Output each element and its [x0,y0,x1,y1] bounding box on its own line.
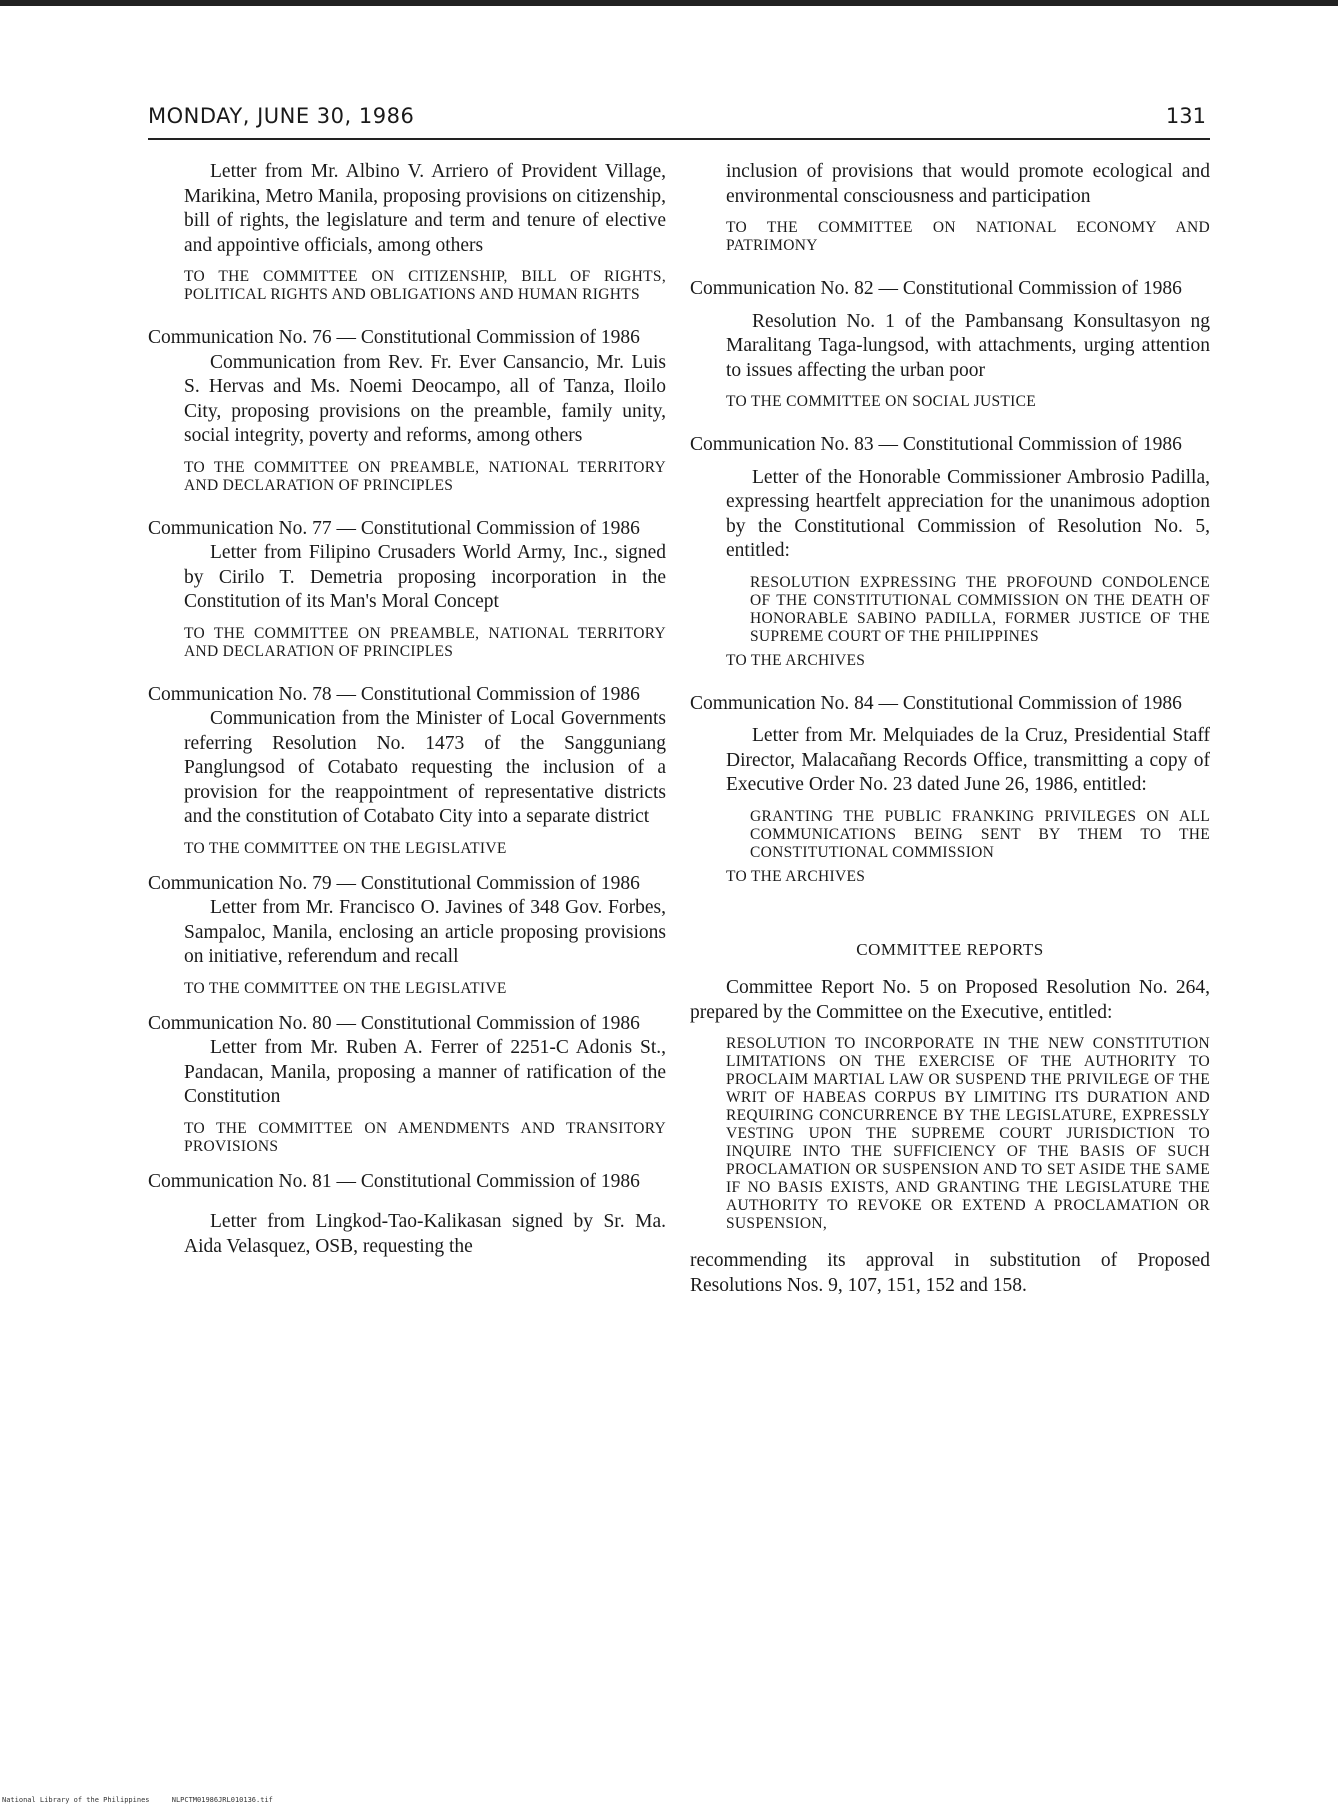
communication-heading: Communication No. 80 — Constitutional Commission of 1986 [148,1012,640,1034]
intro-referral: TO THE COMMITTEE ON CITIZENSHIP, BILL OF RIGHTS, POLITICAL RIGHTS AND OBLIGATIONS AND HUMAN RIGHTS [184,268,666,303]
communication-referral: TO THE COMMITTEE ON SOCIAL JUSTICE [726,393,1037,410]
communication-body: Communication from Rev. Fr. Ever Cansancio, Mr. Luis S. Hervas and Ms. Noemi Deocampo, all of Tanza, Iloilo City, proposing provisions on the preamble, family unity, social integrity, poverty and reforms, among others [184,351,666,446]
page-number: 131 [1165,104,1206,128]
communication-heading: Communication No. 76 — Constitutional Commission of 1986 [148,327,640,348]
intro-letter: Letter from Mr. Albino V. Arriero of Provident Village, Marikina, Metro Manila, proposing provisions on citizenship, bill of rights, the legislature and term and tenure of elective and appointive officials, among others [184,161,666,256]
communication-referral: TO THE COMMITTEE ON AMENDMENTS AND TRANSITORY PROVISIONS [184,1119,666,1155]
executive-order-quote: GRANTING THE PUBLIC FRANKING PRIVILEGES ON ALL COMMUNICATIONS BEING SENT BY THEM TO THE CONSTITUTIONAL COMMISSION [750,807,1210,861]
communication-body: Letter of the Honorable Commissioner Ambrosio Padilla, expressing heartfelt appreciation for the unanimous adoption by the Constitutional Commission of Resolution No. 5, entitled: [726,466,1210,561]
continuation-referral: TO THE COMMITTEE ON NATIONAL ECONOMY AND PATRIMONY [726,219,1210,254]
communication-body: Letter from Mr. Francisco O. Javines of 348 Gov. Forbes, Sampaloc, Manila, enclosing an article proposing provisions on initiative, referendum and recall [184,897,666,967]
scan-footer [2,1796,291,1804]
communication-referral: TO THE COMMITTEE ON PREAMBLE, NATIONAL TERRITORY AND DECLARATION OF PRINCIPLES [184,624,666,660]
committee-reports-title: COMMITTEE REPORTS [856,939,1044,959]
footer-file: NLPCTM01986JRL010136.tif [171,1796,273,1804]
communication-heading: Communication No. 77 — Constitutional Commission of 1986 [148,517,640,539]
communication-referral: TO THE COMMITTEE ON PREAMBLE, NATIONAL TERRITORY AND DECLARATION OF PRINCIPLES [184,458,666,494]
top-border [0,0,1338,6]
communication-referral: TO THE COMMITTEE ON THE LEGISLATIVE [184,979,507,997]
left-column [148,160,666,1259]
communication-heading: Communication No. 83 — Constitutional Commission of 1986 [690,434,1182,455]
committee-report-intro: Committee Report No. 5 on Proposed Resolution No. 264, prepared by the Committee on the Executive, entitled: [690,977,1210,1023]
footer-library: National Library of the Philippines [2,1796,150,1804]
communication-heading: Communication No. 79 — Constitutional Commission of 1986 [148,872,640,894]
resolution-quote: RESOLUTION EXPRESSING THE PROFOUND CONDOLENCE OF THE CONSTITUTIONAL COMMISSION ON THE DEATH OF HONORABLE SABINO PADILLA, FORMER JUSTICE OF THE SUPREME COURT OF THE PHILIPPINES [750,573,1210,645]
page-header [148,104,1210,140]
committee-report-closing: recommending its approval in substitution of Proposed Resolutions Nos. 9, 107, 151, 152 and 158. [690,1250,1210,1296]
communication-heading: Communication No. 84 — Constitutional Commission of 1986 [690,692,1182,714]
committee-report-quote: RESOLUTION TO INCORPORATE IN THE NEW CONSTITUTION LIMITATIONS ON THE EXERCISE OF THE AUTHORITY TO PROCLAIM MARTIAL LAW OR SUSPEND THE PRIVILEGE OF THE WRIT OF HABEAS CORPUS BY LIMITING ITS DURATION AND REQUIRING CONCURRENCE BY THE LEGISLATURE, EXPRESSLY VESTING UPON THE SUPREME COURT JURISDICTION TO INQUIRE INTO THE SUFFICIENCY OF THE BASIS OF SUCH PROCLAMATION OR SUSPENSION AND TO SET ASIDE THE SAME IF NO BASIS EXISTS, AND GRANTING THE LEGISLATURE THE AUTHORITY TO REVOKE OR EXTEND A PROCLAMATION OR SUSPENSION, [726,1035,1210,1232]
communication-body: Letter from Lingkod-Tao-Kalikasan signed by Sr. Ma. Aida Velasquez, OSB, requesting the [184,1211,666,1257]
communication-body: Letter from Mr. Melquiades de la Cruz, Presidential Staff Director, Malacañang Records Office, transmitting a copy of Executive Order No. 23 dated June 26, 1986, entitled: [726,725,1210,795]
communication-referral: TO THE COMMITTEE ON THE LEGISLATIVE [184,839,507,857]
header-date: MONDAY, JUNE 30, 1986 [148,104,415,128]
communication-referral: TO THE ARCHIVES [726,651,866,669]
communication-heading: Communication No. 82 — Constitutional Commission of 1986 [690,278,1182,299]
communication-body: Letter from Mr. Ruben A. Ferrer of 2251-C Adonis St., Pandacan, Manila, proposing a manner of ratification of the Constitution [184,1037,666,1107]
continuation-text: inclusion of provisions that would promote ecological and environmental consciousness and participation [726,161,1210,207]
communication-heading: Communication No. 78 — Constitutional Commission of 1986 [148,683,640,705]
communication-heading: Communication No. 81 — Constitutional Commission of 1986 [148,1170,640,1192]
communication-body: Resolution No. 1 of the Pambansang Konsultasyon ng Maralitang Taga-lungsod, with attachments, urging attention to issues affecting the urban poor [726,310,1210,381]
communication-body: Letter from Filipino Crusaders World Army, Inc., signed by Cirilo T. Demetria proposing incorporation in the Constitution of its Man's Moral Concept [184,542,666,612]
communication-referral: TO THE ARCHIVES [726,867,866,885]
right-column [690,160,1210,1298]
communication-body: Communication from the Minister of Local Governments referring Resolution No. 1473 of the Sangguniang Panglungsod of Cotabato requesting the inclusion of a provision for the reappointment of representative districts and the constitution of Cotabato City into a separate district [184,708,666,827]
